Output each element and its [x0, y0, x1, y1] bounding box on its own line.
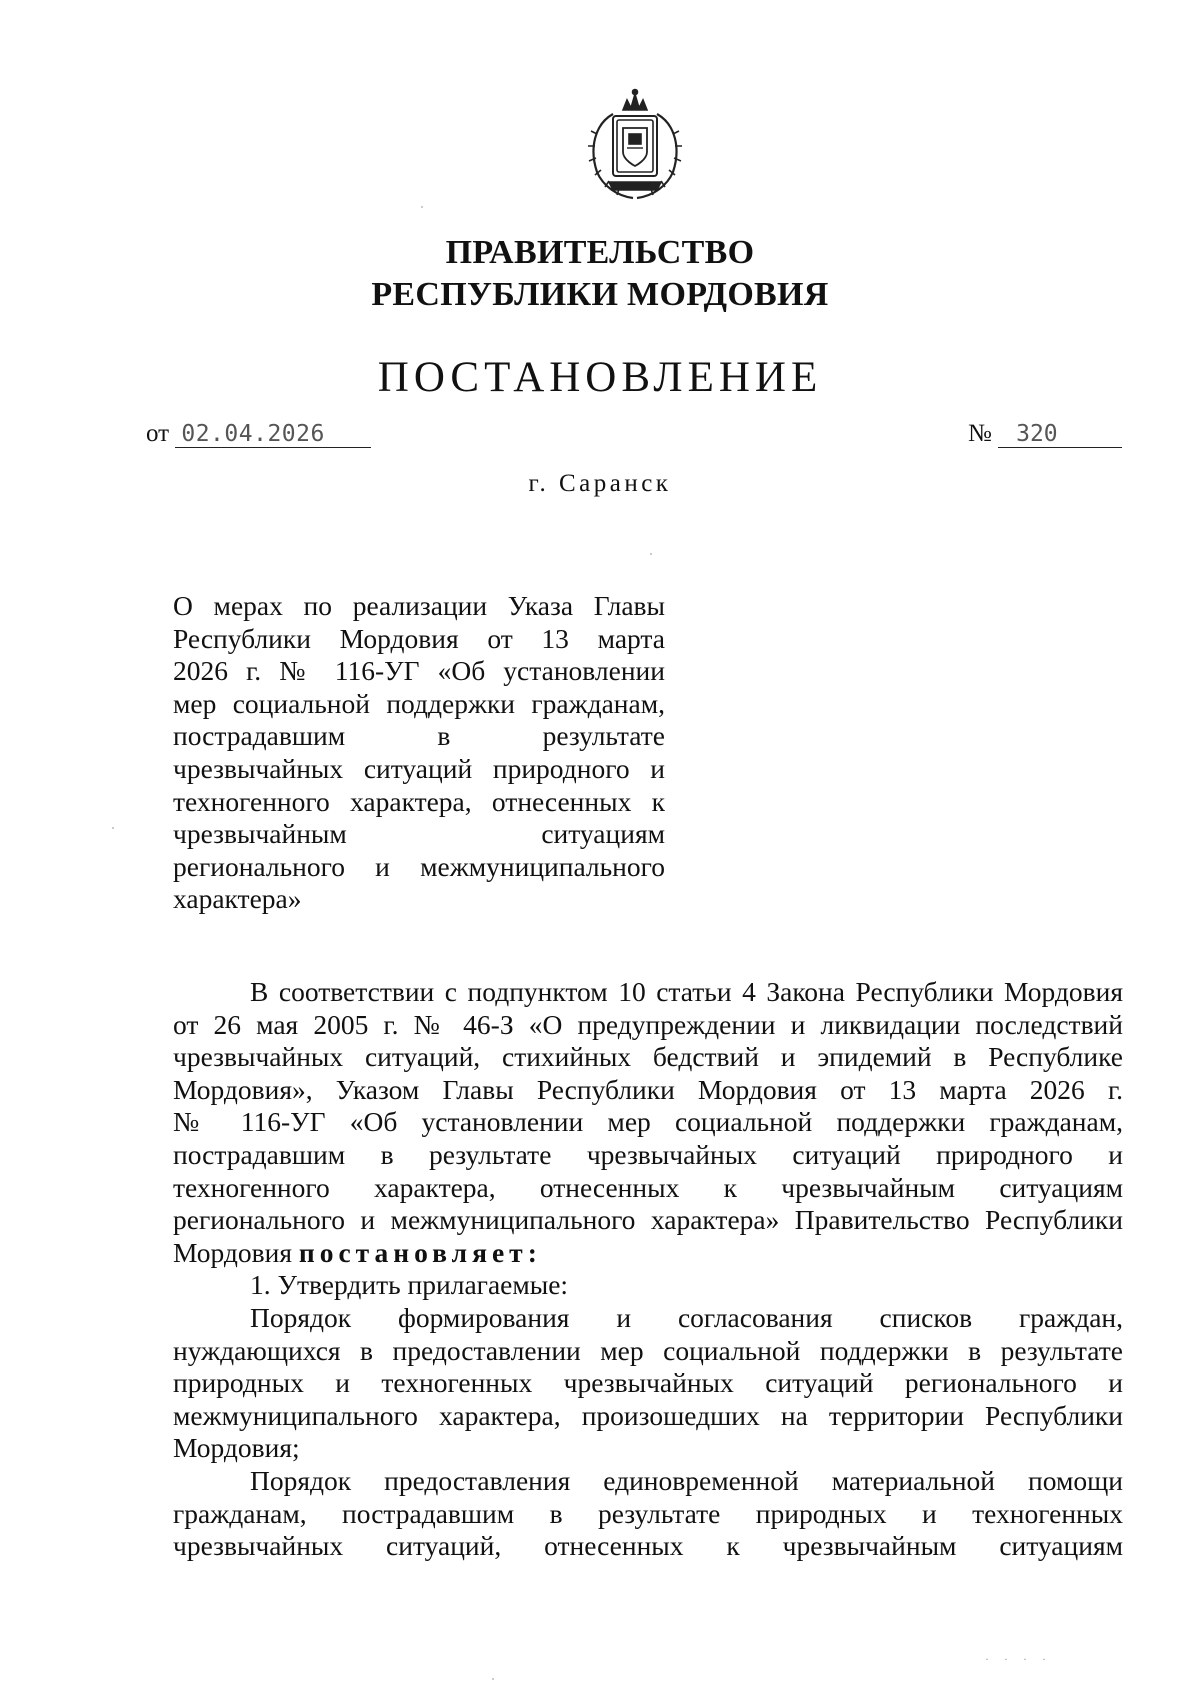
body-line: техногенного характера, отнесенных к чрезвычайным ситуациям [173, 1171, 1123, 1203]
heading-line: характера» [173, 883, 302, 915]
heading-line: мер социальной поддержки гражданам, [173, 687, 665, 719]
heading-line: пострадавшим в результате [173, 720, 665, 752]
body-line: гражданам, пострадавшим в результате природных и техногенных [173, 1497, 1123, 1529]
document-subject-heading [173, 590, 665, 916]
body-line: межмуниципального характера, произошедших на территории Республики [173, 1399, 1123, 1431]
document-type-title: ПОСТАНОВЛЕНИЕ [377, 354, 823, 401]
body-line: от 26 мая 2005 г. № 46-З «О предупреждении и ликвидации последствий [173, 1008, 1123, 1040]
decree-verb: постановляет: [298, 1236, 542, 1268]
date-field [146, 420, 371, 448]
city-name: г. Саранск [528, 470, 672, 497]
date-prefix: от [146, 420, 170, 447]
heading-line: техногенного характера, отнесенных к [173, 785, 665, 817]
body-line: Мордовия [173, 1236, 292, 1268]
scan-marks: · · · · [985, 1652, 1052, 1666]
body-line: пострадавшим в результате чрезвычайных ситуаций природного и [173, 1138, 1123, 1170]
body-line: нуждающихся в предоставлении мер социальной поддержки в результате [173, 1334, 1123, 1366]
mordovia-coat-of-arms-icon [583, 88, 687, 204]
org-name-line-1: ПРАВИТЕЛЬСТВО [445, 234, 755, 271]
number-prefix: № [968, 420, 992, 447]
scan-speck [492, 1678, 494, 1680]
body-line-decree-verb [173, 1237, 1123, 1270]
date-value: 02.04.2026 [175, 421, 371, 448]
number-field [968, 420, 1122, 448]
body-line: регионального и межмуниципального характера» Правительство Республики [173, 1204, 1123, 1236]
body-line: чрезвычайных ситуаций, отнесенных к чрезвычайным ситуациям [173, 1530, 1123, 1562]
heading-line: О мерах по реализации Указа Главы [173, 590, 665, 621]
document-body [173, 976, 1123, 1563]
heading-line: регионального и межмуниципального [173, 850, 665, 882]
scan-speck [112, 827, 114, 829]
body-line: Мордовия», Указом Главы Республики Мордовия от 13 марта 2026 г. [173, 1073, 1123, 1105]
number-value: 320 [998, 421, 1122, 448]
body-line: чрезвычайных ситуаций, стихийных бедствий и эпидемий в Республике [173, 1041, 1123, 1073]
body-line: Мордовия; [173, 1432, 300, 1464]
heading-line: чрезвычайным ситуациям [173, 818, 665, 850]
heading-line: 2026 г. № 116-УГ «Об установлении [173, 655, 665, 687]
body-line: природных и техногенных чрезвычайных ситуаций регионального и [173, 1367, 1123, 1399]
body-line: № 116-УГ «Об установлении мер социальной поддержки гражданам, [173, 1106, 1123, 1138]
org-name-line-2: РЕСПУБЛИКИ МОРДОВИЯ [371, 276, 829, 313]
body-line: Порядок предоставления единовременной материальной помощи [250, 1464, 1123, 1496]
body-line: В соответствии с подпунктом 10 статьи 4 Закона Республики Мордовия [250, 976, 1123, 1007]
heading-line: чрезвычайных ситуаций природного и [173, 752, 665, 784]
heading-line: Республики Мордовия от 13 марта [173, 622, 665, 654]
body-line: 1. Утвердить прилагаемые: [250, 1269, 569, 1301]
scan-speck [650, 553, 652, 555]
body-line: Порядок формирования и согласования списков граждан, [250, 1301, 1123, 1333]
scan-speck [421, 206, 423, 208]
